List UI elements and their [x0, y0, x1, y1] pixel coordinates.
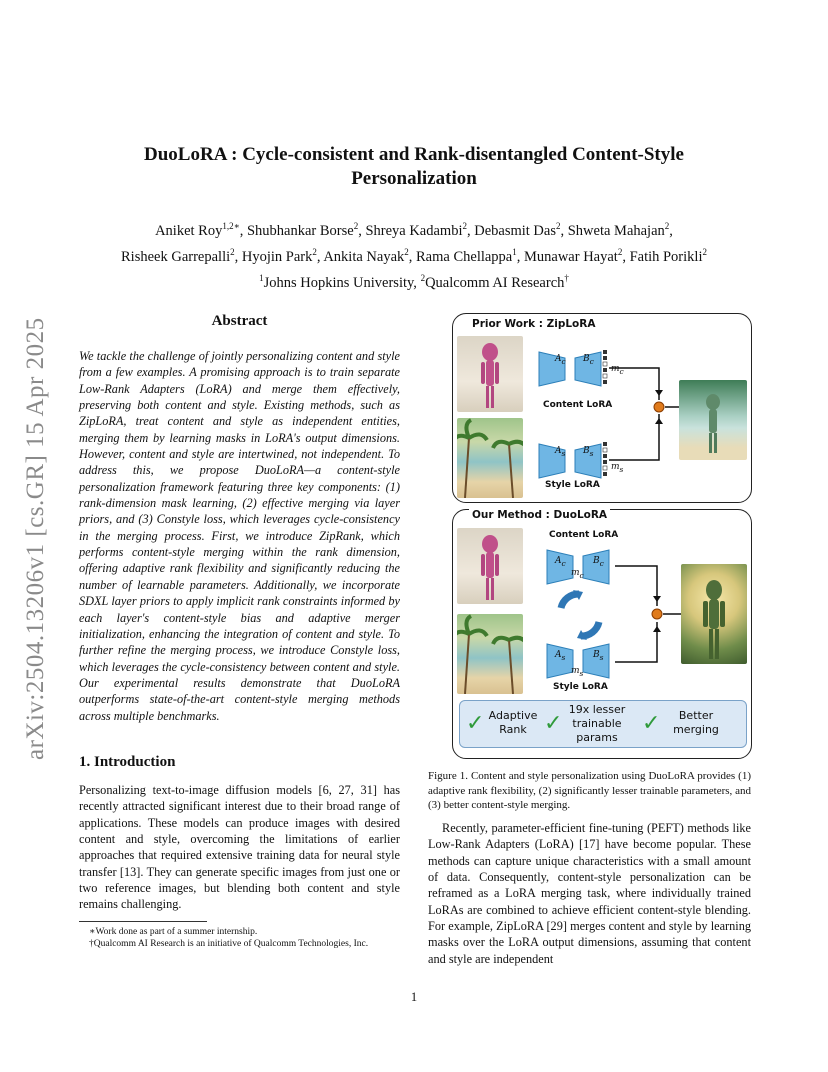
- title-line-1: DuoLoRA : Cycle-consistent and Rank-disentangled Content-Style: [144, 144, 684, 165]
- mask-ms-label: $m_s$: [611, 462, 624, 474]
- author-name: , Shreya Kadambi: [358, 222, 463, 239]
- author-name: , Rama Chellappa: [408, 248, 513, 265]
- abstract-text: We tackle the challenge of jointly personalizing content and style from a few examples. A promising approach is to train separate Low-Rank Adapters (LoRA) and merge them effectively, preserving both content and style. Existing methods, such as ZipLoRA, treat content and style as independent entities, merging them by learning masks in LoRA's output dimensions. However, content and style are intertwined, not independent. To address this, we propose DuoLoRA—a content-style personalization framework featuring three key components: (1) rank-dimension mask learning, (2) effective merging via layer priors, and (3) Constyle loss, which leverages cycle-consistency in the merging process. First, we introduce ZipRank, which performs content-style merging within the rank dimension, offering adaptive rank flexibility and significantly reducing the number of learnable parameters. Additionally, we incorporate SDXL layer priors to apply implicit rank constraints informed by each layer's content-style bias and adaptive merger initialization, enhancing the integration of content and style. To further refine the merging process, we introduce Constyle loss, which leverages the cycle-consistency between content and style. Our experimental results demonstrate that DuoLoRA outperforms state-of-the-art content-style merging methods across multiple benchmarks.: [79, 349, 400, 723]
- matrix-bs-label: $B_s$: [583, 446, 594, 458]
- author-block: [60, 216, 768, 293]
- matrix-bs-label-2: $B_s$: [593, 650, 604, 662]
- affil-sup: 1: [259, 272, 264, 283]
- our-method-label: Our Method : DuoLoRA: [469, 509, 610, 521]
- author-line-2: [60, 242, 768, 268]
- footnote-rule: [79, 921, 207, 922]
- check-icon: ✓: [466, 711, 485, 736]
- right-column-text: Recently, parameter-efficient fine-tuning (PEFT) methods like Low-Rank Adapters (LoRA) [17] have become popular. These methods can capture unique characteristics with a small amount of data. Consequently, content-style personalization can be reframed as a LoRA merging task, where individually trained LoRAs are combined to achieve efficient content-style blending. For example, ZipLoRA [29] merges content and style by learning masks over the LoRA output dimensions, assuming that content and style are independent: [428, 821, 751, 966]
- our-method-output-image: [681, 564, 747, 664]
- introduction-heading: 1. Introduction: [79, 754, 176, 770]
- author-affil-sup: 2: [702, 246, 707, 257]
- mask-mc-label-2: $m_c$: [571, 568, 584, 580]
- figure-1: [452, 313, 752, 761]
- matrix-as-label: $A_s$: [555, 446, 566, 458]
- author-affil-sup: 2: [664, 221, 670, 231]
- style-reference-image-2: [457, 614, 523, 694]
- author-affil-sup: 2: [312, 246, 317, 257]
- content-lora-label: Content LoRA: [543, 400, 613, 410]
- affiliation-qualcomm: Qualcomm AI Research: [425, 274, 565, 291]
- author-affil-sup: 2: [617, 246, 623, 257]
- paper-title: [100, 143, 728, 191]
- mask-mc-label: $m_c$: [611, 364, 624, 376]
- footnote-1: ∗Work done as part of a summer internship.: [89, 927, 258, 937]
- check-icon: ✓: [544, 711, 563, 736]
- author-name: , Shubhankar Borse: [239, 222, 354, 239]
- footnote-2: †Qualcomm AI Research is an initiative of Qualcomm Technologies, Inc.: [89, 939, 369, 949]
- author-affil-sup: 2: [353, 221, 359, 231]
- matrix-ac-label-2: $A_c$: [555, 556, 566, 568]
- author-affil-sup: 1: [512, 246, 517, 257]
- affil-sup: 2: [420, 272, 426, 283]
- style-lora-label: Style LoRA: [545, 480, 600, 490]
- author-name: , Shweta Mahajan: [560, 222, 665, 239]
- prior-work-label: Prior Work : ZipLoRA: [469, 318, 598, 330]
- author-name: Risheek Garrepalli: [121, 248, 231, 265]
- page-number: 1: [410, 990, 418, 1004]
- mask-ms-label-2: $m_s$: [571, 666, 584, 678]
- author-name: , Fatih Porikli: [622, 248, 703, 265]
- prior-work-output-image: [679, 380, 747, 460]
- introduction-text: Personalizing text-to-image diffusion models [6, 27, 31] has recently attracted significant interest due to their broad range of applications. These models can produce images with desired content and style, overcoming the limitations of earlier approaches that required extensive training data for neural style transfer [13]. They can generate specific images from just one or two reference images, but blending both content and style remains challenging.: [79, 783, 400, 912]
- arxiv-identifier: arXiv:2504.13206v1 [cs.GR] 15 Apr 2025: [22, 317, 49, 760]
- title-line-2: Personalization: [351, 168, 477, 189]
- benefits-box: [459, 700, 747, 748]
- content-reference-image: [457, 336, 523, 412]
- affil-dagger: †: [564, 272, 569, 283]
- author-affil-sup: 2: [462, 221, 467, 231]
- benefit-adaptive-rank: Adaptive Rank: [488, 709, 538, 736]
- benefit-lesser-params: 19x lesser trainable params: [568, 703, 626, 744]
- benefit-better-merging: Better merging: [673, 709, 719, 736]
- author-affil-sup: 1,2∗: [222, 221, 240, 231]
- content-reference-image-2: [457, 528, 523, 604]
- matrix-bc-label: $B_c$: [583, 354, 594, 366]
- our-method-panel: [452, 509, 752, 759]
- author-name: Aniket Roy: [155, 222, 223, 239]
- affiliations: [60, 268, 768, 294]
- check-icon: ✓: [642, 711, 661, 736]
- figure-1-caption: Figure 1. Content and style personalization using DuoLoRA provides (1) adaptive rank flexibility, (2) significantly lesser trainable parameters, and (3) better content-style merging.: [428, 770, 751, 812]
- author-name: , Ankita Nayak: [316, 248, 405, 265]
- prior-work-panel: [452, 313, 752, 503]
- matrix-bc-label-2: $B_c$: [593, 556, 604, 568]
- style-reference-image: [457, 418, 523, 498]
- author-affil-sup: 2: [230, 246, 235, 257]
- footnotes: [79, 926, 400, 950]
- author-affil-sup: 2: [404, 246, 409, 257]
- matrix-as-label-2: $A_s$: [555, 650, 566, 662]
- content-lora-label-2: Content LoRA: [549, 530, 619, 540]
- author-affil-sup: 2: [555, 221, 561, 231]
- author-name: , Debasmit Das: [466, 222, 556, 239]
- matrix-ac-label: $A_c$: [555, 354, 566, 366]
- style-lora-label-2: Style LoRA: [553, 682, 608, 692]
- author-line-1: [60, 216, 768, 242]
- affiliation-jhu: Johns Hopkins University,: [263, 274, 421, 291]
- author-separator: ,: [669, 222, 673, 239]
- author-name: , Hyojin Park: [234, 248, 313, 265]
- abstract-heading: Abstract: [211, 313, 268, 329]
- author-name: , Munawar Hayat: [516, 248, 618, 265]
